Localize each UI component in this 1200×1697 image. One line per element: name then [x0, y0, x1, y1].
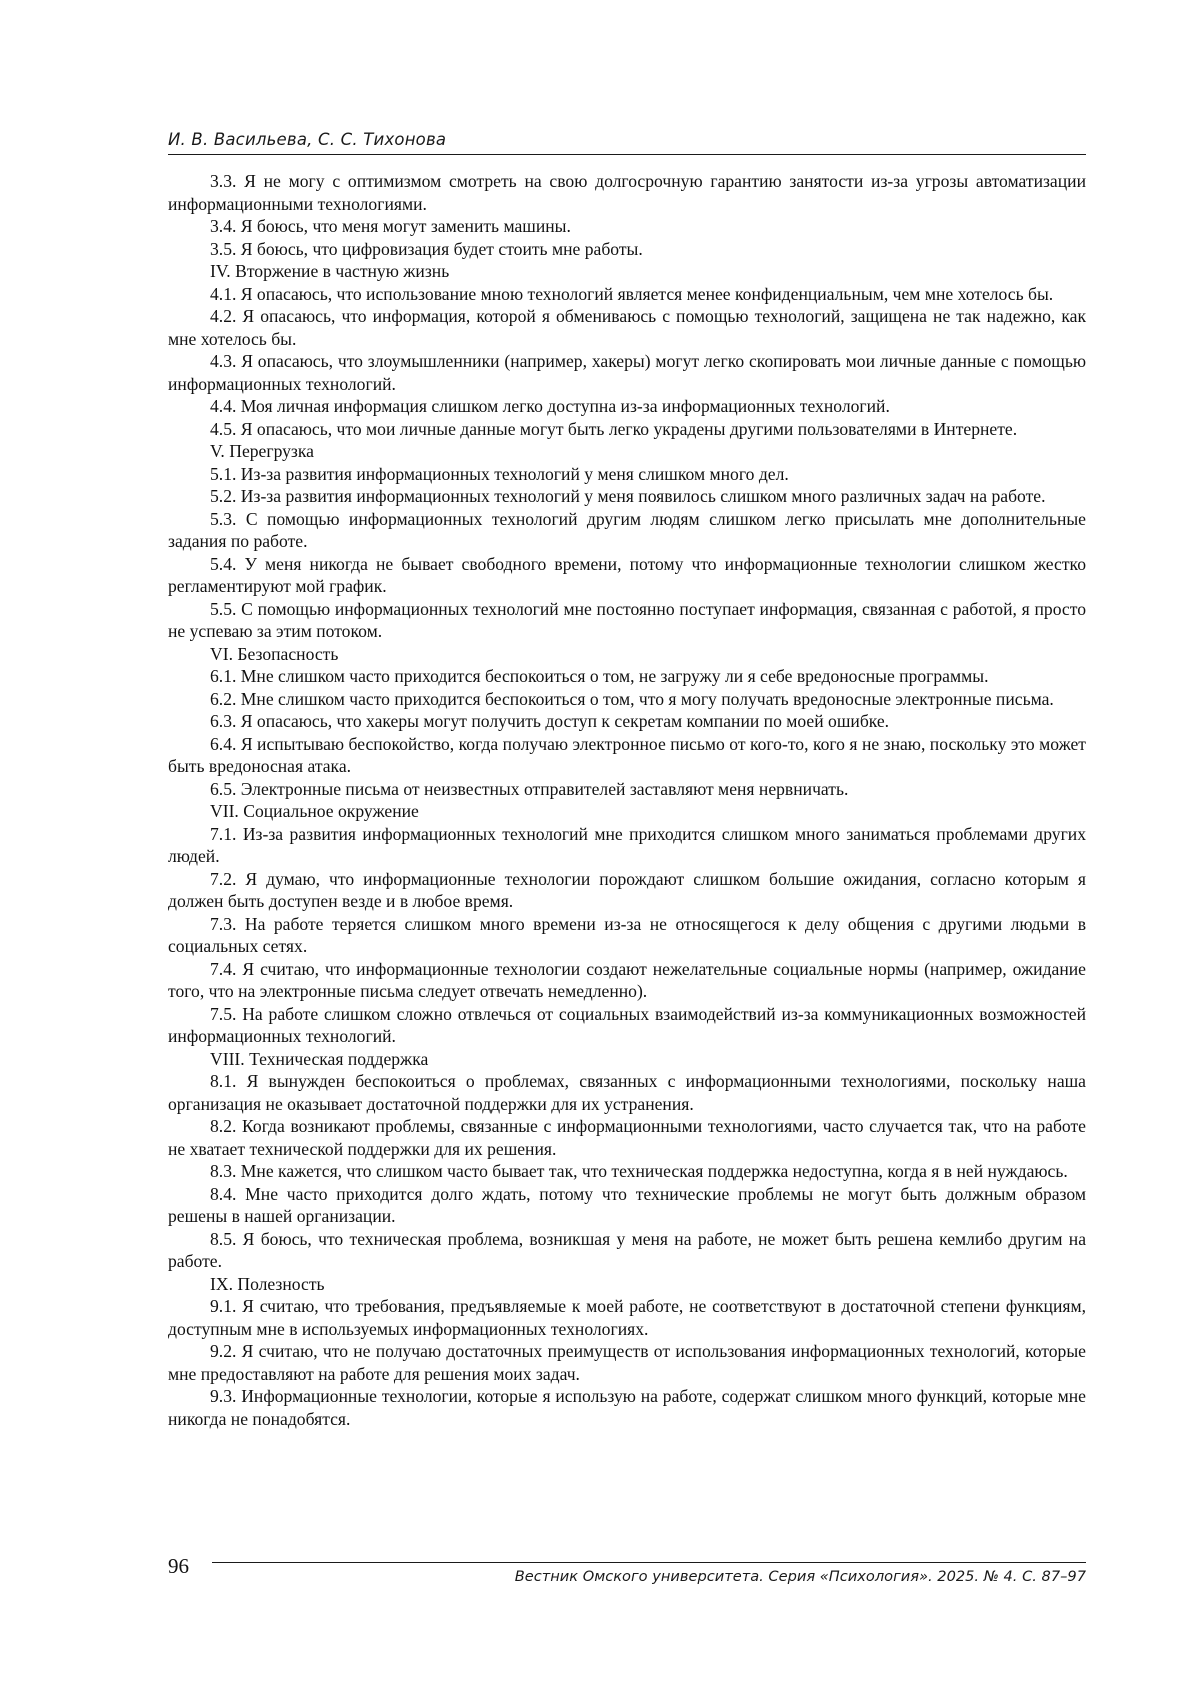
item-7-2: 7.2. Я думаю, что информационные технологии порождают слишком большие ожидания, согласно которым я должен быть доступен везде и в любое время. — [168, 868, 1086, 911]
item-6-3: 6.3. Я опасаюсь, что хакеры могут получить доступ к секретам компании по моей ошибке. — [210, 711, 890, 731]
section-heading-overload: V. Перегрузка — [210, 441, 314, 461]
item-6-4: 6.4. Я испытываю беспокойство, когда получаю электронное письмо от кого-то, кого я не знаю, поскольку это может быть вредоносная атака. — [168, 733, 1086, 776]
item-4-2: 4.2. Я опасаюсь, что информация, которой я обмениваюсь с помощью технологий, защищена не так надежно, как мне хотелось бы. — [168, 306, 1086, 349]
item-8-1: 8.1. Я вынужден беспокоиться о проблемах, связанных с информационными технологиями, поскольку наша организация не оказывает достаточной поддержки для их устранения. — [168, 1071, 1086, 1114]
item-4-4: 4.4. Моя личная информация слишком легко доступна из-за информационных технологий. — [210, 396, 890, 416]
item-8-5: 8.5. Я боюсь, что техническая проблема, возникшая у меня на работе, не может быть решена кемлибо другим на работе. — [168, 1228, 1086, 1271]
footer-rule — [212, 1562, 1086, 1563]
section-heading-security: VI. Безопасность — [210, 643, 339, 664]
section-heading-usefulness: IX. Полезность — [210, 1273, 325, 1294]
item-7-5: 7.5. На работе слишком сложно отвлечься от социальных взаимодействий из-за коммуникационных возможностей информационных технологий. — [168, 1003, 1086, 1046]
item-8-4: 8.4. Мне часто приходится долго ждать, потому что технические проблемы не могут быть должным образом решены в нашей организации. — [168, 1183, 1086, 1226]
item-6-2: 6.2. Мне слишком часто приходится беспокоиться о том, что я могу получать вредоносные электронные письма. — [210, 688, 1054, 709]
item-6-5: 6.5. Электронные письма от неизвестных отправителей заставляют меня нервничать. — [210, 778, 849, 799]
section-heading-privacy: IV. Вторжение в частную жизнь — [210, 261, 450, 281]
section-heading-social: VII. Социальное окружение — [210, 801, 419, 821]
item-7-1: 7.1. Из-за развития информационных технологий мне приходится слишком много заниматься проблемами других людей. — [168, 823, 1086, 866]
questionnaire-body — [168, 170, 1086, 1430]
page-number: 96 — [168, 1554, 189, 1578]
item-8-3: 8.3. Мне кажется, что слишком часто бывает так, что техническая поддержка недоступна, когда я в ней нуждаюсь. — [210, 1161, 1068, 1181]
item-9-1: 9.1. Я считаю, что требования, предъявляемые к моей работе, не соответствуют в достаточной степени функциям, доступным мне в используемых информационных технологиях. — [168, 1296, 1086, 1339]
item-5-3: 5.3. С помощью информационных технологий другим людям слишком легко присылать мне дополнительные задания по работе. — [168, 508, 1086, 551]
item-7-4: 7.4. Я считаю, что информационные технологии создают нежелательные социальные нормы (например, ожидание того, что на электронные письма следует отвечать немедленно). — [168, 958, 1086, 1001]
item-7-3: 7.3. На работе теряется слишком много времени из-за не относящегося к делу общения с другими людьми в социальных сетях. — [168, 913, 1086, 956]
item-5-4: 5.4. У меня никогда не бывает свободного времени, потому что информационные технологии слишком жестко регламентируют мой график. — [168, 553, 1086, 596]
item-4-5: 4.5. Я опасаюсь, что мои личные данные могут быть легко украдены другими пользователями в Интернете. — [210, 418, 1018, 439]
journal-citation: Вестник Омского университета. Серия «Психология». 2025. № 4. С. 87–97 — [514, 1568, 1086, 1585]
item-5-1: 5.1. Из-за развития информационных технологий у меня слишком много дел. — [210, 463, 789, 484]
item-6-1: 6.1. Мне слишком часто приходится беспокоиться о том, не загружу ли я себе вредоносные программы. — [210, 666, 989, 686]
section-heading-tech-support: VIII. Техническая поддержка — [210, 1048, 429, 1069]
item-3-4: 3.4. Я боюсь, что меня могут заменить машины. — [210, 216, 571, 236]
item-3-5: 3.5. Я боюсь, что цифровизация будет стоить мне работы. — [210, 238, 643, 259]
item-8-2: 8.2. Когда возникают проблемы, связанные с информационными технологиями, часто случается так, что на работе не хватает технической поддержки для их решения. — [168, 1116, 1086, 1159]
item-9-2: 9.2. Я считаю, что не получаю достаточных преимуществ от использования информационных технологий, которые мне предоставляют на работе для решения моих задач. — [168, 1341, 1086, 1384]
item-9-3: 9.3. Информационные технологии, которые я использую на работе, содержат слишком много функций, которые мне никогда не понадобятся. — [168, 1386, 1086, 1429]
item-4-3: 4.3. Я опасаюсь, что злоумышленники (например, хакеры) могут легко скопировать мои личные данные с помощью информационных технологий. — [168, 351, 1086, 394]
item-3-3: 3.3. Я не могу с оптимизмом смотреть на свою долгосрочную гарантию занятости из-за угрозы автоматизации информационными технологиями. — [168, 171, 1086, 214]
item-4-1: 4.1. Я опасаюсь, что использование мною технологий является менее конфиденциальным, чем мне хотелось бы. — [210, 283, 1054, 304]
item-5-2: 5.2. Из-за развития информационных технологий у меня появилось слишком много различных задач на работе. — [210, 486, 1046, 506]
running-head-authors: И. В. Васильева, С. С. Тихонова — [168, 130, 447, 149]
header-rule — [168, 154, 1086, 155]
item-5-5: 5.5. С помощью информационных технологий мне постоянно поступает информация, связанная с работой, я просто не успеваю за этим потоком. — [168, 598, 1086, 641]
